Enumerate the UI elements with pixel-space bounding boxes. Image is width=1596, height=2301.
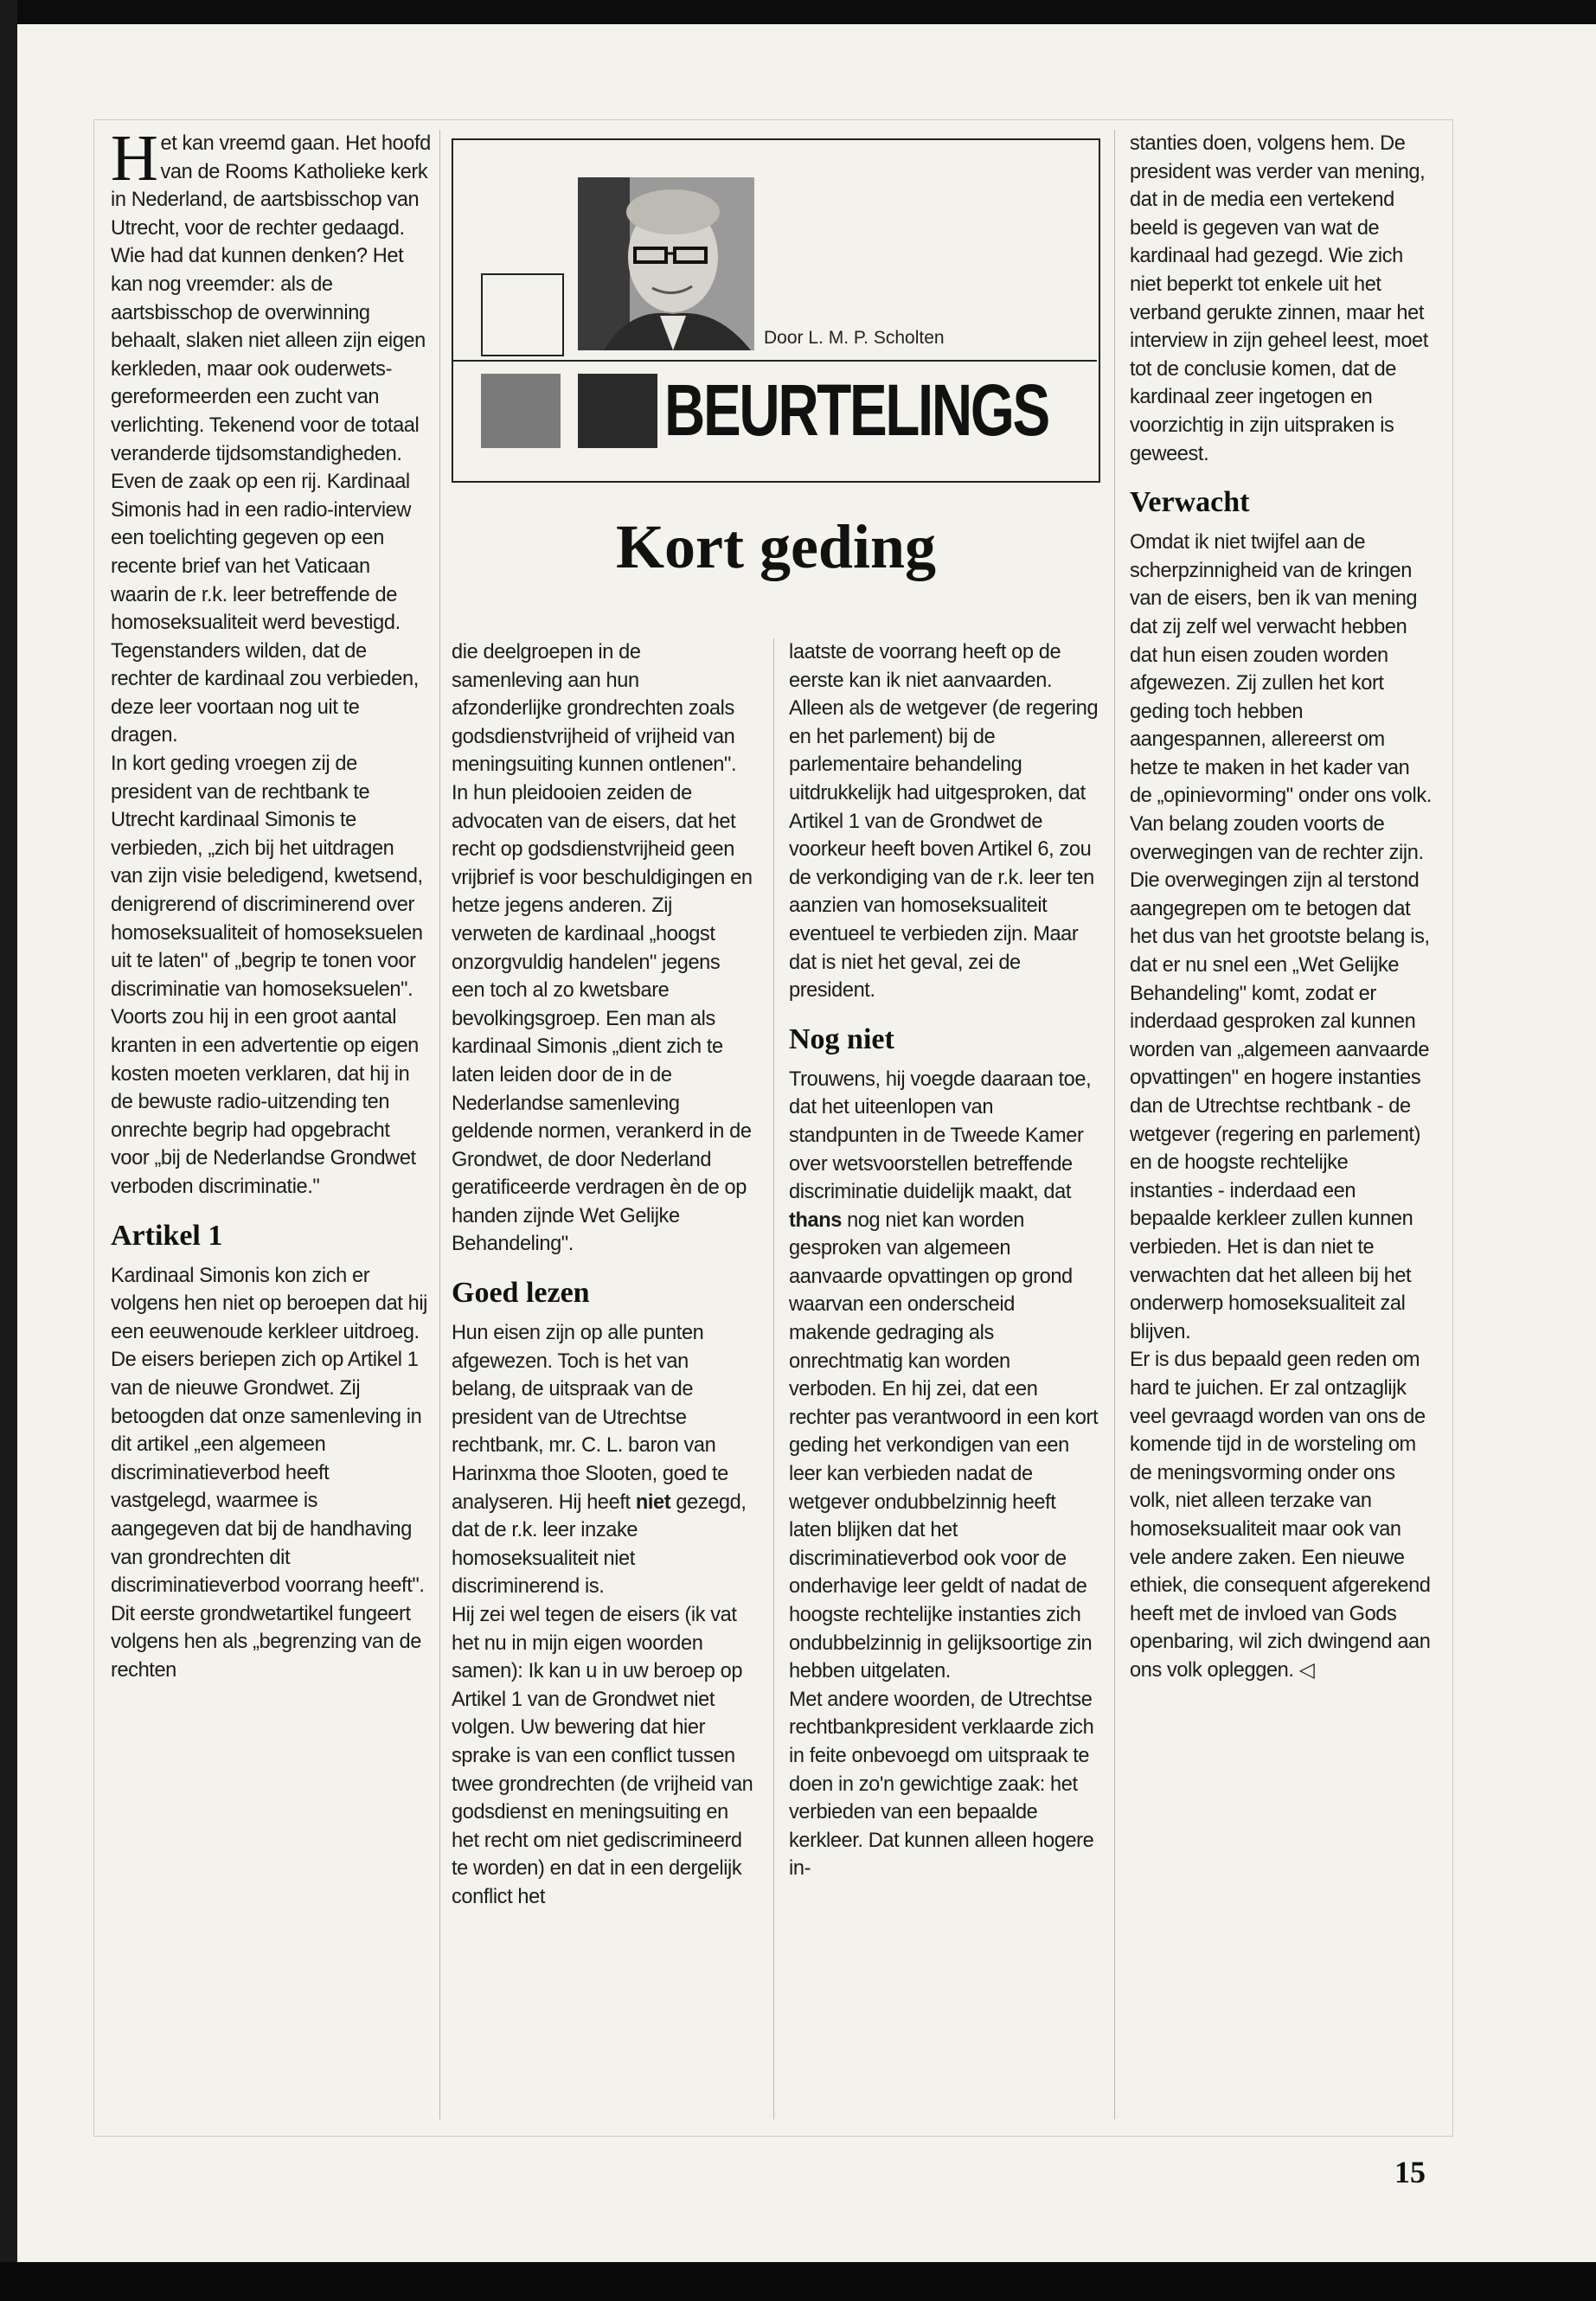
emphasis-thans: thans <box>789 1208 842 1232</box>
paragraph: Met andere woorden, de Utrechtse rechtbankpresident verklaarde zich in feite onbevoegd om uitspraak te doen in zo'n gewichtige zaak: het verbieden van een bepaalde kerkleer. Dat kunnen alleen hogere in- <box>789 1688 1094 1881</box>
paragraph <box>452 1319 754 1601</box>
emphasis-niet: niet <box>635 1490 671 1514</box>
column-4 <box>1130 130 1433 1684</box>
author-photo <box>578 177 754 350</box>
text-run: nog niet kan worden gesproken van algemeen aanvaarde opvattingen op grond waarvan een onderscheid makende gedraging als onrechtmatig kan worden verboden. En hij zei, dat een rechter pas verantwoord in een kort geding het verkondigen van een leer kan verbieden nadat de wetgever ondubbelzinnig heeft laten blijken dat het discriminatieverbod ook voor de onderhavige leer geldt of nadat de hoogste rechtelijke instanties zich ondubbelzinnig in gelijksoortige zin hebben uitgelaten. <box>789 1208 1099 1683</box>
byline: Door L. M. P. Scholten <box>764 328 945 348</box>
paragraph <box>1130 1346 1433 1684</box>
paragraph: Dit eerste grondwetartikel fungeert volgens hen als „begrenzing van de rechten <box>111 1602 421 1682</box>
decorative-square-outline <box>481 273 564 356</box>
author-portrait-icon <box>578 177 754 350</box>
column-label: BEURTELINGS <box>664 369 1048 451</box>
paragraph: Even de zaak op een rij. Kardinaal Simonis had in een radio-interview een toelichting gegeven op een recente brief van het Vaticaan waarin de r.k. leer betreffende de homoseksualiteit werd bevestigd. Tegenstanders wilden, dat de rechter de kardinaal zou verbieden, deze leer voortaan nog uit te dragen. <box>111 471 419 747</box>
column-2 <box>452 638 754 1912</box>
paragraph: De eisers beriepen zich op Artikel 1 van de nieuwe Grondwet. Zij betoogden dat onze samenleving in dit artikel „een algemeen discriminatieverbod heeft vastgelegd, waarmee is aangegeven dat bij de handhaving van grondrechten dit discriminatieverbod voorrang heeft". <box>111 1349 425 1598</box>
column-1 <box>111 122 431 1684</box>
column-divider-1 <box>439 130 440 2119</box>
subheading-goed-lezen: Goed lezen <box>452 1277 590 1310</box>
scan-left-border <box>0 0 17 2301</box>
column-divider-2 <box>773 638 774 2119</box>
paragraph: Hij zei wel tegen de eisers (ik vat het nu in mijn eigen woorden samen): Ik kan u in uw beroep op Artikel 1 van de Grondwet niet volgen. Uw bewering dat hier sprake is van een conflict tussen twee grondrechten (de vrijheid van godsdienst en meningsuiting en het recht om niet gediscrimineerd te worden) en dat in een dergelijk conflict het <box>452 1604 753 1908</box>
scan-top-border <box>0 0 1596 24</box>
subheading-verwacht: Verwacht <box>1130 486 1250 519</box>
decorative-square-dark <box>578 374 657 448</box>
paragraph: stanties doen, volgens hem. De president was verder van mening, dat in de media een vertekend beeld is gegeven van wat de kardinaal had gezegd. Wie zich niet beperkt tot enkele uit het verband gerukte zinnen, maar het interview in zijn geheel leest, moet tot de conclusie komen, dat de kardinaal zeer ingetogen en voorzichtig in zijn uitspraken is geweest. <box>1130 132 1428 465</box>
end-mark-icon: ◁ <box>1298 1658 1315 1682</box>
paragraph: In kort geding vroegen zij de president van de rechtbank te Utrecht kardinaal Simonis te verbieden, „zich bij het uitdragen van zijn visie beledigend, kwetsend, denigrerend of discriminerend over homoseksualiteit of homoseksuelen uit te laten" of „begrip te tonen voor discriminatie van homoseksuelen". Voorts zou hij in een groot aantal kranten in een advertentie op eigen kosten moeten verklaren, dat hij in de bewuste radio-uitzending ten onrechte begrip had opgebracht voor „bij de Nederlandse Grondwet verboden discriminatie." <box>111 753 423 1198</box>
paragraph: die deelgroepen in de samenleving aan hun afzonderlijke grondrechten zoals godsdienstvrijheid of vrijheid van meningsuiting kunnen ontlenen". <box>452 641 737 777</box>
article-title: Kort geding <box>616 512 936 581</box>
paragraph: Omdat ik niet twijfel aan de scherpzinnigheid van de kringen van de eisers, ben ik van mening dat zij zelf wel verwacht hebben dat hun eisen zouden worden afgewezen. Zij zullen het kort geding toch hebben aangespannen, allereerst om hetze te maken in het kader van de „opinievorming" onder ons volk. Van belang zouden voorts de overwegingen van de rechter zijn. Die overwegingen zijn al terstond aangegrepen om te betogen dat het dus van het grootste belang is, dat er nu snel een „Wet Gelijke Behandeling" komt, zodat er inderdaad gesproken zal kunnen worden van „algemeen aanvaarde opvattingen" en hogere instanties dan de Utrechtse rechtbank - de wetgever (regering en parlement) en de hoogste rechtelijke instanties - inderdaad een bepaalde kerkleer zullen kunnen verbieden. Het is dan niet te verwachten dat het alleen bij het onderwerp homoseksualiteit zal blijven. <box>1130 531 1432 1343</box>
column-divider-3 <box>1114 130 1115 2119</box>
text-run: Hun eisen zijn op alle punten afgewezen. Toch is het van belang, de uitspraak van de president van de Utrechtse rechtbank, mr. C. L. baron van Harinxma thoe Slooten, goed te analyseren. Hij heeft <box>452 1322 728 1514</box>
header-rule <box>452 360 1097 362</box>
text-run: Trouwens, hij voegde daaraan toe, dat het uiteenlopen van standpunten in de Tweede Kamer over wetsvoorstellen betreffende discriminatie duidelijk maakt, dat <box>789 1067 1092 1204</box>
scan-bottom-border <box>0 2262 1596 2301</box>
page-number: 15 <box>1394 2155 1426 2189</box>
subheading-artikel-1: Artikel 1 <box>111 1219 223 1252</box>
paragraph: Alleen als de wetgever (de regering en het parlement) bij de parlementaire behandeling uitdrukkelijk had uitgesproken, dat Artikel 1 van de Grondwet de voorkeur heeft boven Artikel 6, zou de verkondiging van de r.k. leer ten aanzien van homoseksualiteit eventueel te verbieden zijn. Maar dat is niet het geval, zei de president. <box>789 697 1099 1003</box>
text-run: gezegd, dat de r.k. leer inzake homoseksualiteit niet discriminerend is. <box>452 1490 747 1599</box>
drop-cap: H <box>111 122 158 195</box>
paragraph: Kardinaal Simonis kon zich er volgens hen niet op beroepen dat hij een eeuwenoude kerkleer uitdroeg. <box>111 1264 428 1343</box>
column-3 <box>789 638 1099 1883</box>
text-run: Er is dus bepaald geen reden om hard te juichen. Er zal ontzaglijk veel gevraagd worden van ons de komende tijd in de worsteling om de meningsvorming onder ons volk, niet alleen terzake van homoseksualiteit maar ook van vele andere zaken. Een nieuwe ethiek, die consequent afgerekend heeft met de invloed van Gods openbaring, wil zich dwingend aan ons volk opleggen. <box>1130 1349 1431 1682</box>
paragraph: et kan vreemd gaan. Het hoofd van de Rooms Katholieke kerk in Nederland, de aartsbisschop van Utrecht, voor de rechter gedaagd. Wie had dat kunnen denken? Het kan nog vreemder: als de aartsbisschop de overwinning behaalt, slaken niet alleen zijn eigen kerkleden, maar ook ouderwets-gereformeerden een zucht van verlichting. Tekenend voor de totaal veranderde tijdsomstandigheden. <box>111 132 431 465</box>
subheading-nog-niet: Nog niet <box>789 1022 894 1055</box>
paragraph: laatste de voorrang heeft op de eerste kan ik niet aanvaarden. <box>789 641 1061 692</box>
decorative-square-grey <box>481 374 561 448</box>
paragraph: In hun pleidooien zeiden de advocaten van de eisers, dat het recht op godsdienstvrijheid geen vrijbrief is voor beschuldigingen en hetze jegens anderen. Zij verweten de kardinaal „hoogst onzorgvuldig handelen" jegens een toch al zo kwetsbare bevolkingsgroep. Een man als kardinaal Simonis „dient zich te laten leiden door de in de Nederlandse samenleving geldende normen, verankerd in de Grondwet, de door Nederland geratificeerde verdragen èn de op handen zijnde Wet Gelijke Behandeling". <box>452 781 753 1256</box>
paragraph <box>789 1066 1099 1686</box>
